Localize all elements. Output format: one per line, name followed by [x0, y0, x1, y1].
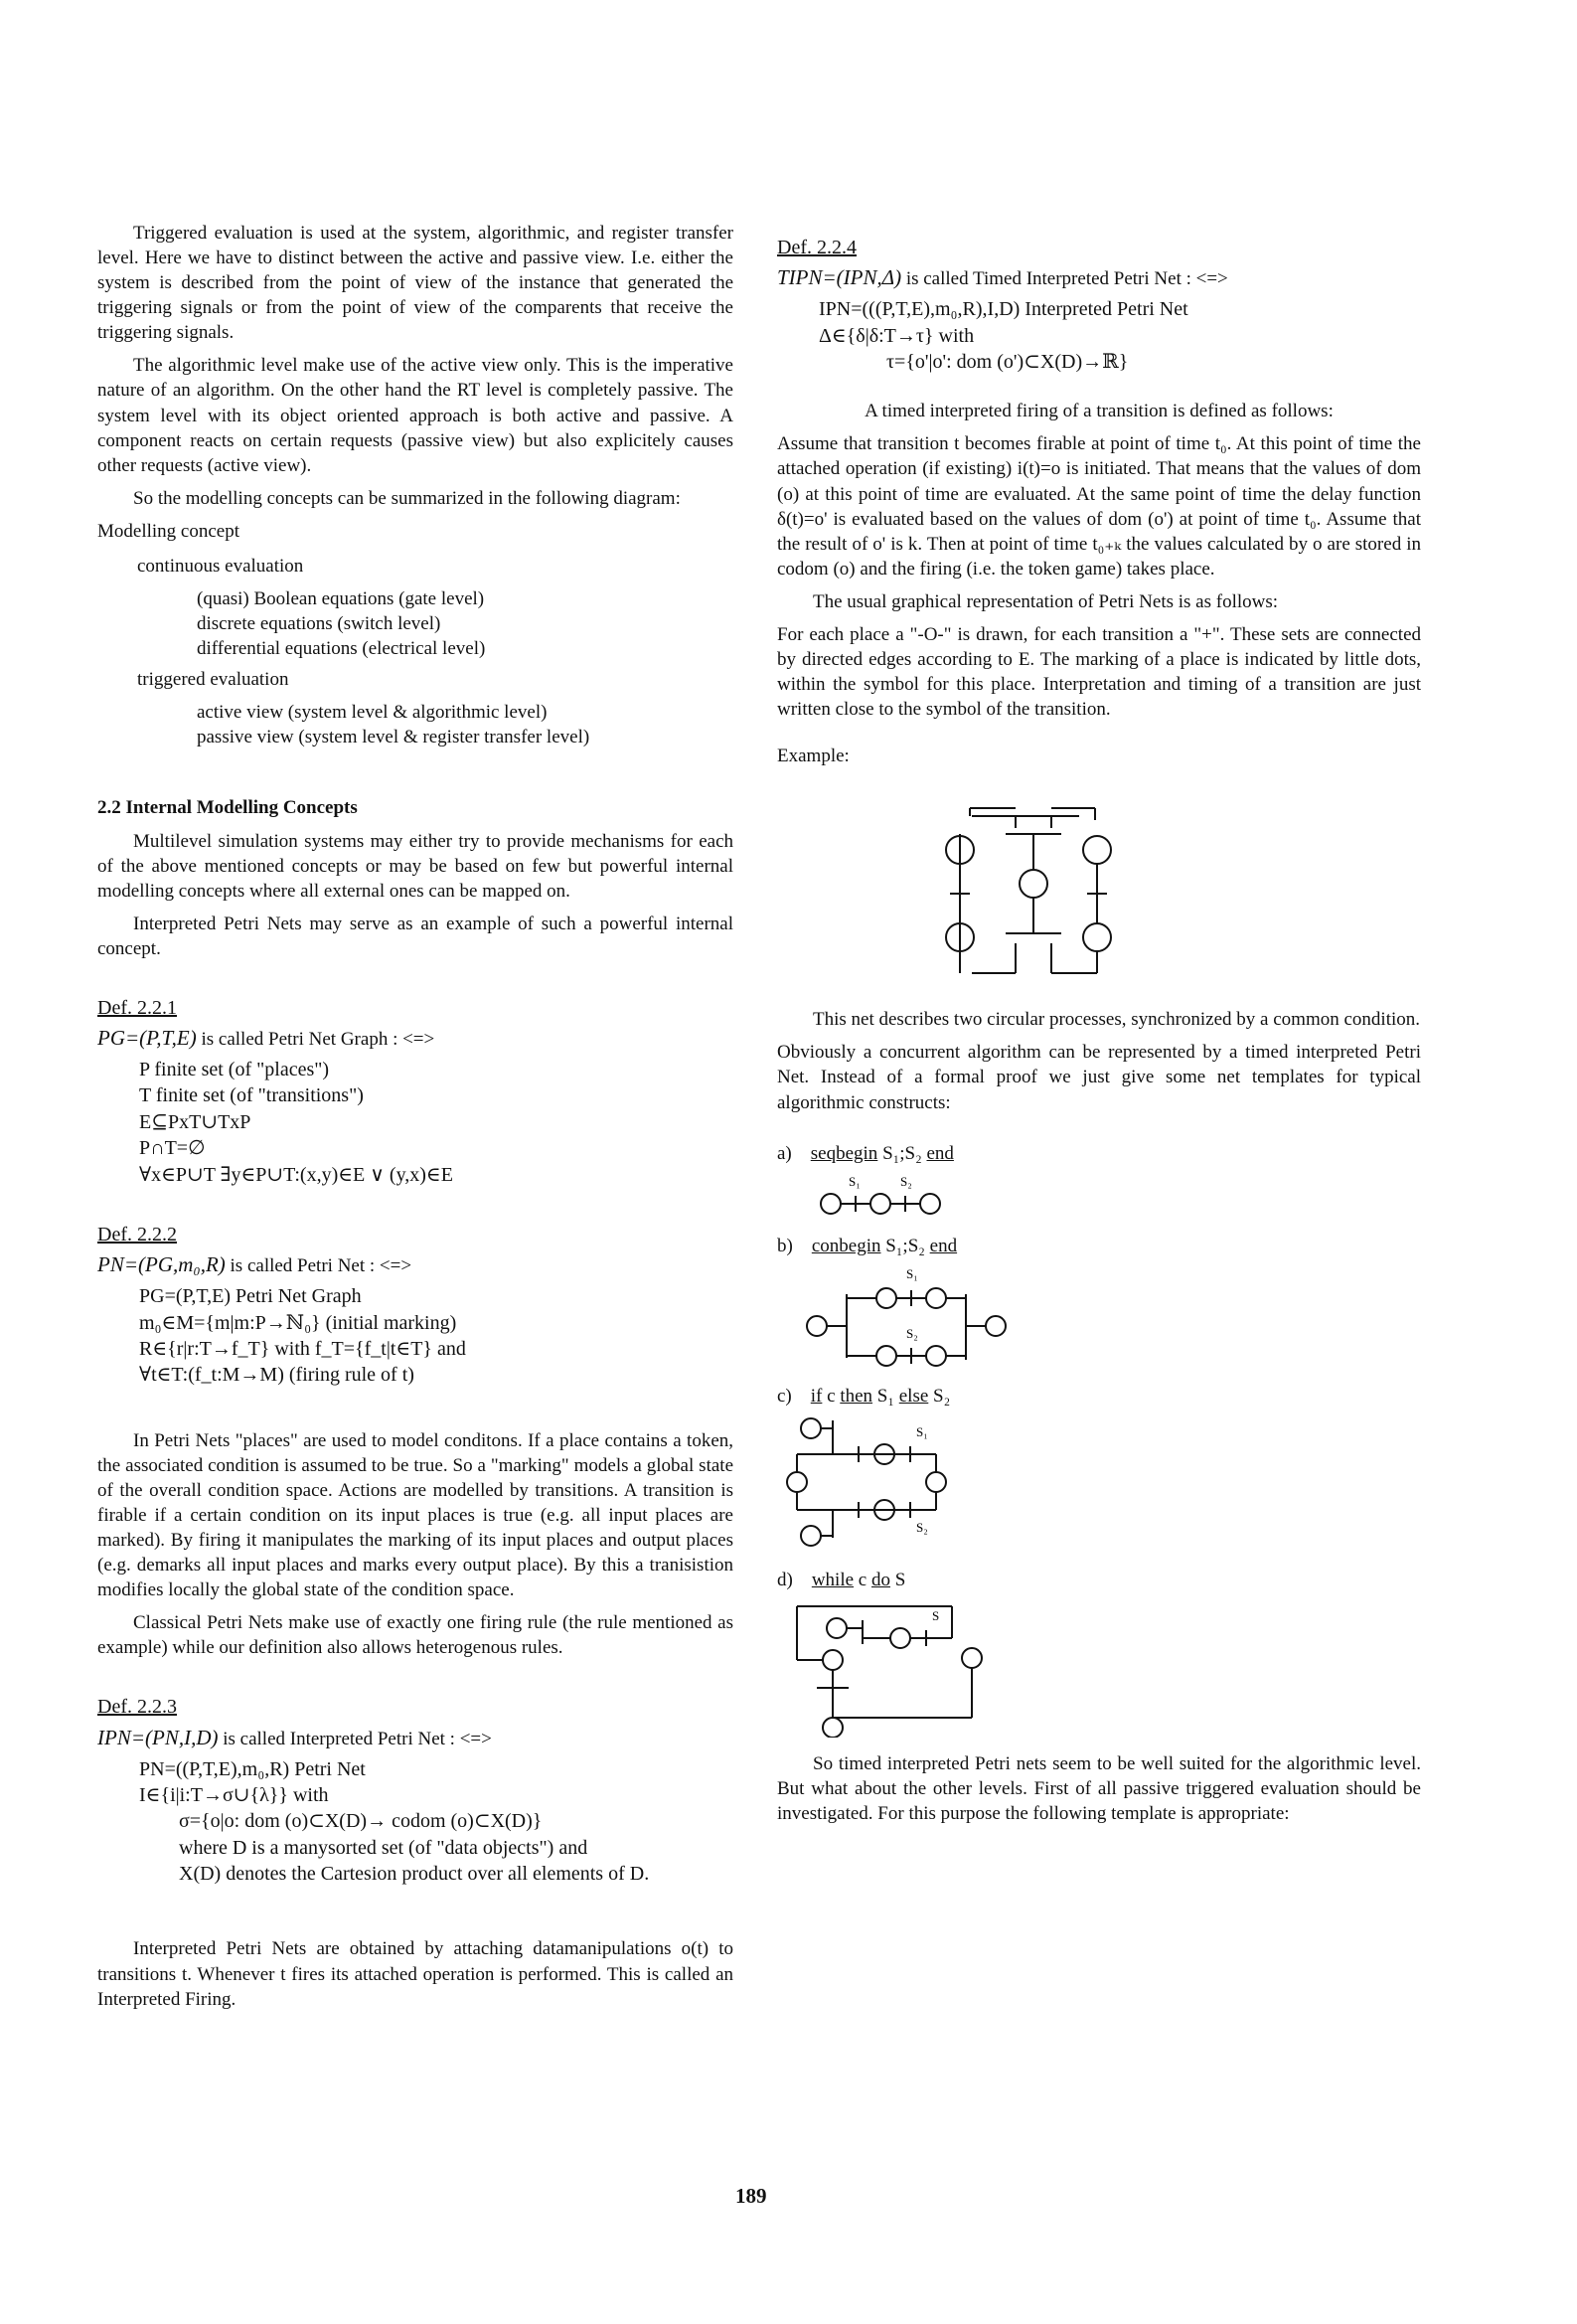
def-2-2-3-heading: Def. 2.2.3 — [97, 1696, 177, 1719]
label-s1: S₁ — [849, 1173, 861, 1189]
example-label: Example: — [777, 746, 850, 767]
construct-text: S — [889, 1569, 906, 1590]
def-title-text: is called Timed Interpreted Petri Net : <=> — [901, 268, 1228, 290]
net-place — [870, 1194, 890, 1214]
def-title-formula: TIPN=(IPN,Δ) — [777, 265, 902, 290]
construct-text: S₁ — [872, 1385, 899, 1407]
def-line: T finite set (of "transitions") — [139, 1084, 364, 1107]
def-title-text: is called Petri Net : <=> — [225, 1255, 412, 1277]
construct-keyword: do — [870, 1569, 890, 1590]
net-place — [807, 1316, 827, 1336]
label-s1: S₁ — [906, 1265, 918, 1281]
def-line: IPN=(((P,T,E),m₀,R),I,D) Interpreted Petri Net — [819, 298, 1188, 321]
def-line: I∈{i|i:T→σ∪{λ}} with — [139, 1783, 329, 1806]
net-place — [876, 1346, 896, 1366]
label-s2: S₂ — [906, 1325, 918, 1341]
def-2-2-1-heading: Def. 2.2.1 — [97, 996, 177, 1019]
continuous-item: discrete equations (switch level) — [197, 613, 441, 635]
def-line: PN=((P,T,E),m₀,R) Petri Net — [139, 1757, 366, 1780]
def-subline: X(D) denotes the Cartesion product over all elements of D. — [179, 1863, 650, 1886]
paragraph-summary: So the modelling concepts can be summarized in the following diagram: — [133, 487, 681, 509]
paragraph-assume-transition: Assume that transition t becomes firable at point of time t₀. At this point of time the attached operation (if existing) i(t)=o is initiated. That means that the values of dom (o) at this point of time are evaluated. At the same point of time the delay function δ(t)=o' is evaluated based on the values of dom (o') at point of time t₀. Assume that the result of o' is k. Then at point of time t₀₊ₖ the values calculated by o are stored in codom (o) and the firing (i.e. the token game) takes place. — [777, 433, 1421, 580]
construct-keyword: end — [926, 1142, 954, 1164]
left-column — [97, 221, 733, 2020]
net-place — [1020, 870, 1047, 898]
net-place — [962, 1648, 982, 1668]
def-line: P∩T=∅ — [139, 1137, 206, 1160]
triggered-item: active view (system level & algorithmic level) — [197, 702, 548, 724]
def-line: P finite set (of "places") — [139, 1059, 330, 1081]
net-place — [827, 1618, 847, 1638]
paragraph-petri-places: In Petri Nets "places" are used to model conditons. If a place contains a token, the associated condition is assumed to be true. So a "marking" models a global state of the overall condition space. Actions are modelled by transitions. A transition is firable if a certain condition on its input places is true (e.g. all input places are marked). By firing it manipulates the marking of its input places and output places (e.g. demarks all input places and marks every output place). By this a tranisistion modifies locally the global state of the condition space. — [97, 1429, 733, 1601]
net-place — [986, 1316, 1006, 1336]
def-title-formula: PG=(P,T,E) — [97, 1026, 197, 1051]
net-place — [823, 1650, 843, 1670]
paragraph-interpreted-firing: Interpreted Petri Nets are obtained by attaching datamanipulations o(t) to transitions t. Whenever t fires its attached operation is performed. This is called an Interpreted Firing. — [97, 1938, 733, 2010]
construct-keyword: seqbegin — [810, 1142, 878, 1164]
paragraph-classical-petri: Classical Petri Nets make use of exactly one firing rule (the rule mentioned as example) while our definition also allows heterogenous rules. — [97, 1612, 733, 1659]
right-column — [777, 235, 1421, 1834]
construct-a — [777, 1141, 1421, 1166]
concept-title: Modelling concept — [97, 520, 239, 542]
construct-text: c — [822, 1385, 841, 1407]
paragraph-place-symbol: For each place a "-O-" is drawn, for each transition a "+". These sets are connected by directed edges according to E. The marking of a place is indicated by little dots, within the symbol for this place. Interpretation and timing of a transition are just written close to the symbol of the transition. — [777, 623, 1421, 721]
def-title-text: is called Interpreted Petri Net : <=> — [218, 1728, 492, 1749]
def-2-2-3-title — [97, 1725, 733, 1752]
construct-label: c) — [777, 1385, 792, 1407]
paragraph-circular-processes: This net describes two circular processes, synchronized by a common condition. — [813, 1009, 1420, 1031]
def-line: m₀∈M={m|m:P→ℕ₀} (initial marking) — [139, 1311, 457, 1334]
triggered-item: passive view (system level & register transfer level) — [197, 727, 590, 748]
construct-text: S₂ — [928, 1385, 951, 1407]
def-line: ∀x∈P∪T ∃y∈P∪T:(x,y)∈E ∨ (y,x)∈E — [139, 1163, 453, 1186]
construct-c — [777, 1384, 1421, 1409]
construct-b — [777, 1234, 1421, 1258]
construct-label: d) — [777, 1569, 793, 1590]
paragraph-timed-interpreted: So timed interpreted Petri nets seem to be well suited for the algorithmic level. But what about the other levels. First of all passive triggered evaluation should be investigated. For this purpose the following template is appropriate: — [777, 1752, 1421, 1825]
modelling-concept-diagram — [97, 519, 733, 750]
construct-label: b) — [777, 1235, 793, 1256]
paragraph-graphical-repr: The usual graphical representation of Petri Nets is as follows: — [813, 590, 1279, 612]
if-then-else-net-figure — [777, 1414, 1421, 1554]
construct-label: a) — [777, 1142, 792, 1164]
net-place — [1083, 923, 1111, 951]
def-line: ∀t∈T:(f_t:M→M) (firing rule of t) — [139, 1364, 414, 1387]
triggered-evaluation: triggered evaluation — [137, 669, 289, 691]
def-title-formula: PN=(PG,m₀,R) — [97, 1252, 226, 1277]
net-place — [821, 1194, 841, 1214]
label-s: S — [932, 1607, 940, 1623]
net-place — [801, 1526, 821, 1546]
paragraph-algorithmic-level: The algorithmic level make use of the active view only. This is the imperative nature of an algorithm. On the other hand the RT level is completely passive. The system level with its object oriented approach is both active and passive. A component reacts on certain requests (passive view) but also explicitely causes other requests (active view). — [97, 355, 733, 476]
net-place — [926, 1288, 946, 1308]
example-petri-net-figure — [777, 774, 1421, 983]
label-s2: S₂ — [916, 1519, 928, 1535]
net-place — [876, 1288, 896, 1308]
def-subline: where D is a manysorted set (of "data objects") and — [179, 1836, 588, 1859]
def-line: PG=(P,T,E) Petri Net Graph — [139, 1285, 362, 1308]
def-line: Δ∈{δ|δ:T→τ} with — [819, 324, 975, 347]
continuous-item: (quasi) Boolean equations (gate level) — [197, 588, 485, 610]
def-2-2-1-title — [97, 1025, 733, 1053]
construct-keyword: else — [898, 1385, 929, 1407]
paragraph-concurrent-algorithm: Obviously a concurrent algorithm can be represented by a timed interpreted Petri Net. Instead of a formal proof we just give some net templates for typical algorithmic constructs: — [777, 1042, 1421, 1113]
paragraph-interpreted-petri: Interpreted Petri Nets may serve as an example of such a powerful internal concept. — [97, 913, 733, 959]
net-place — [890, 1628, 910, 1648]
label-s1: S₁ — [916, 1423, 928, 1439]
net-place — [823, 1718, 843, 1738]
paragraph-triggered-evaluation: Triggered evaluation is used at the system, algorithmic, and register transfer level. Here we have to distinct between the active and passive view. I.e. either the system is described from the point of view of the instance that generated the triggering signals or from the point of view of the comparents that receive the triggering signals. — [97, 223, 733, 344]
construct-keyword: while — [811, 1569, 855, 1590]
def-title-formula: IPN=(PN,I,D) — [97, 1725, 219, 1749]
def-subline: σ={o|o: dom (o)⊂X(D)→ codom (o)⊂X(D)} — [179, 1810, 543, 1833]
def-title-text: is called Petri Net Graph : <=> — [196, 1029, 435, 1051]
def-2-2-2-title — [97, 1251, 733, 1279]
conbegin-net-figure — [777, 1264, 1421, 1374]
construct-keyword: then — [840, 1385, 873, 1407]
def-2-2-4-heading: Def. 2.2.4 — [777, 237, 857, 258]
def-2-2-4-title — [777, 264, 1421, 292]
section-title: 2.2 Internal Modelling Concepts — [97, 797, 358, 819]
construct-text: S₁;S₂ — [877, 1142, 927, 1164]
net-place — [926, 1346, 946, 1366]
construct-text: S₁;S₂ — [880, 1235, 930, 1256]
paragraph-timed-firing: A timed interpreted firing of a transition is defined as follows: — [865, 401, 1334, 422]
construct-keyword: conbegin — [811, 1235, 881, 1256]
continuous-evaluation: continuous evaluation — [137, 555, 304, 577]
net-place — [801, 1418, 821, 1438]
def-line: R∈{r|r:T→f_T} with f_T={f_t|t∈T} and — [139, 1337, 466, 1360]
net-place — [926, 1472, 946, 1492]
while-do-net-figure — [777, 1598, 1421, 1738]
construct-keyword: end — [929, 1235, 958, 1256]
def-2-2-2-heading: Def. 2.2.2 — [97, 1224, 177, 1246]
def-line: E⊆PxT∪TxP — [139, 1110, 251, 1133]
paragraph-multilevel: Multilevel simulation systems may either try to provide mechanisms for each of the above mentioned concepts or may be based on few but powerful internal modelling concepts where all external ones can be mapped on. — [97, 830, 733, 902]
construct-keyword: if — [810, 1385, 823, 1407]
construct-d — [777, 1568, 1421, 1592]
def-subline: τ={o'|o': dom (o')⊂X(D)→ℝ} — [886, 350, 1129, 373]
continuous-item: differential equations (electrical level) — [197, 638, 486, 660]
net-place — [1083, 836, 1111, 864]
construct-text: c — [854, 1569, 871, 1590]
net-place — [920, 1194, 940, 1214]
net-place — [787, 1472, 807, 1492]
seqbegin-net-figure — [777, 1172, 1421, 1222]
label-s2: S₂ — [900, 1173, 912, 1189]
page-number: 189 — [735, 2184, 767, 2208]
